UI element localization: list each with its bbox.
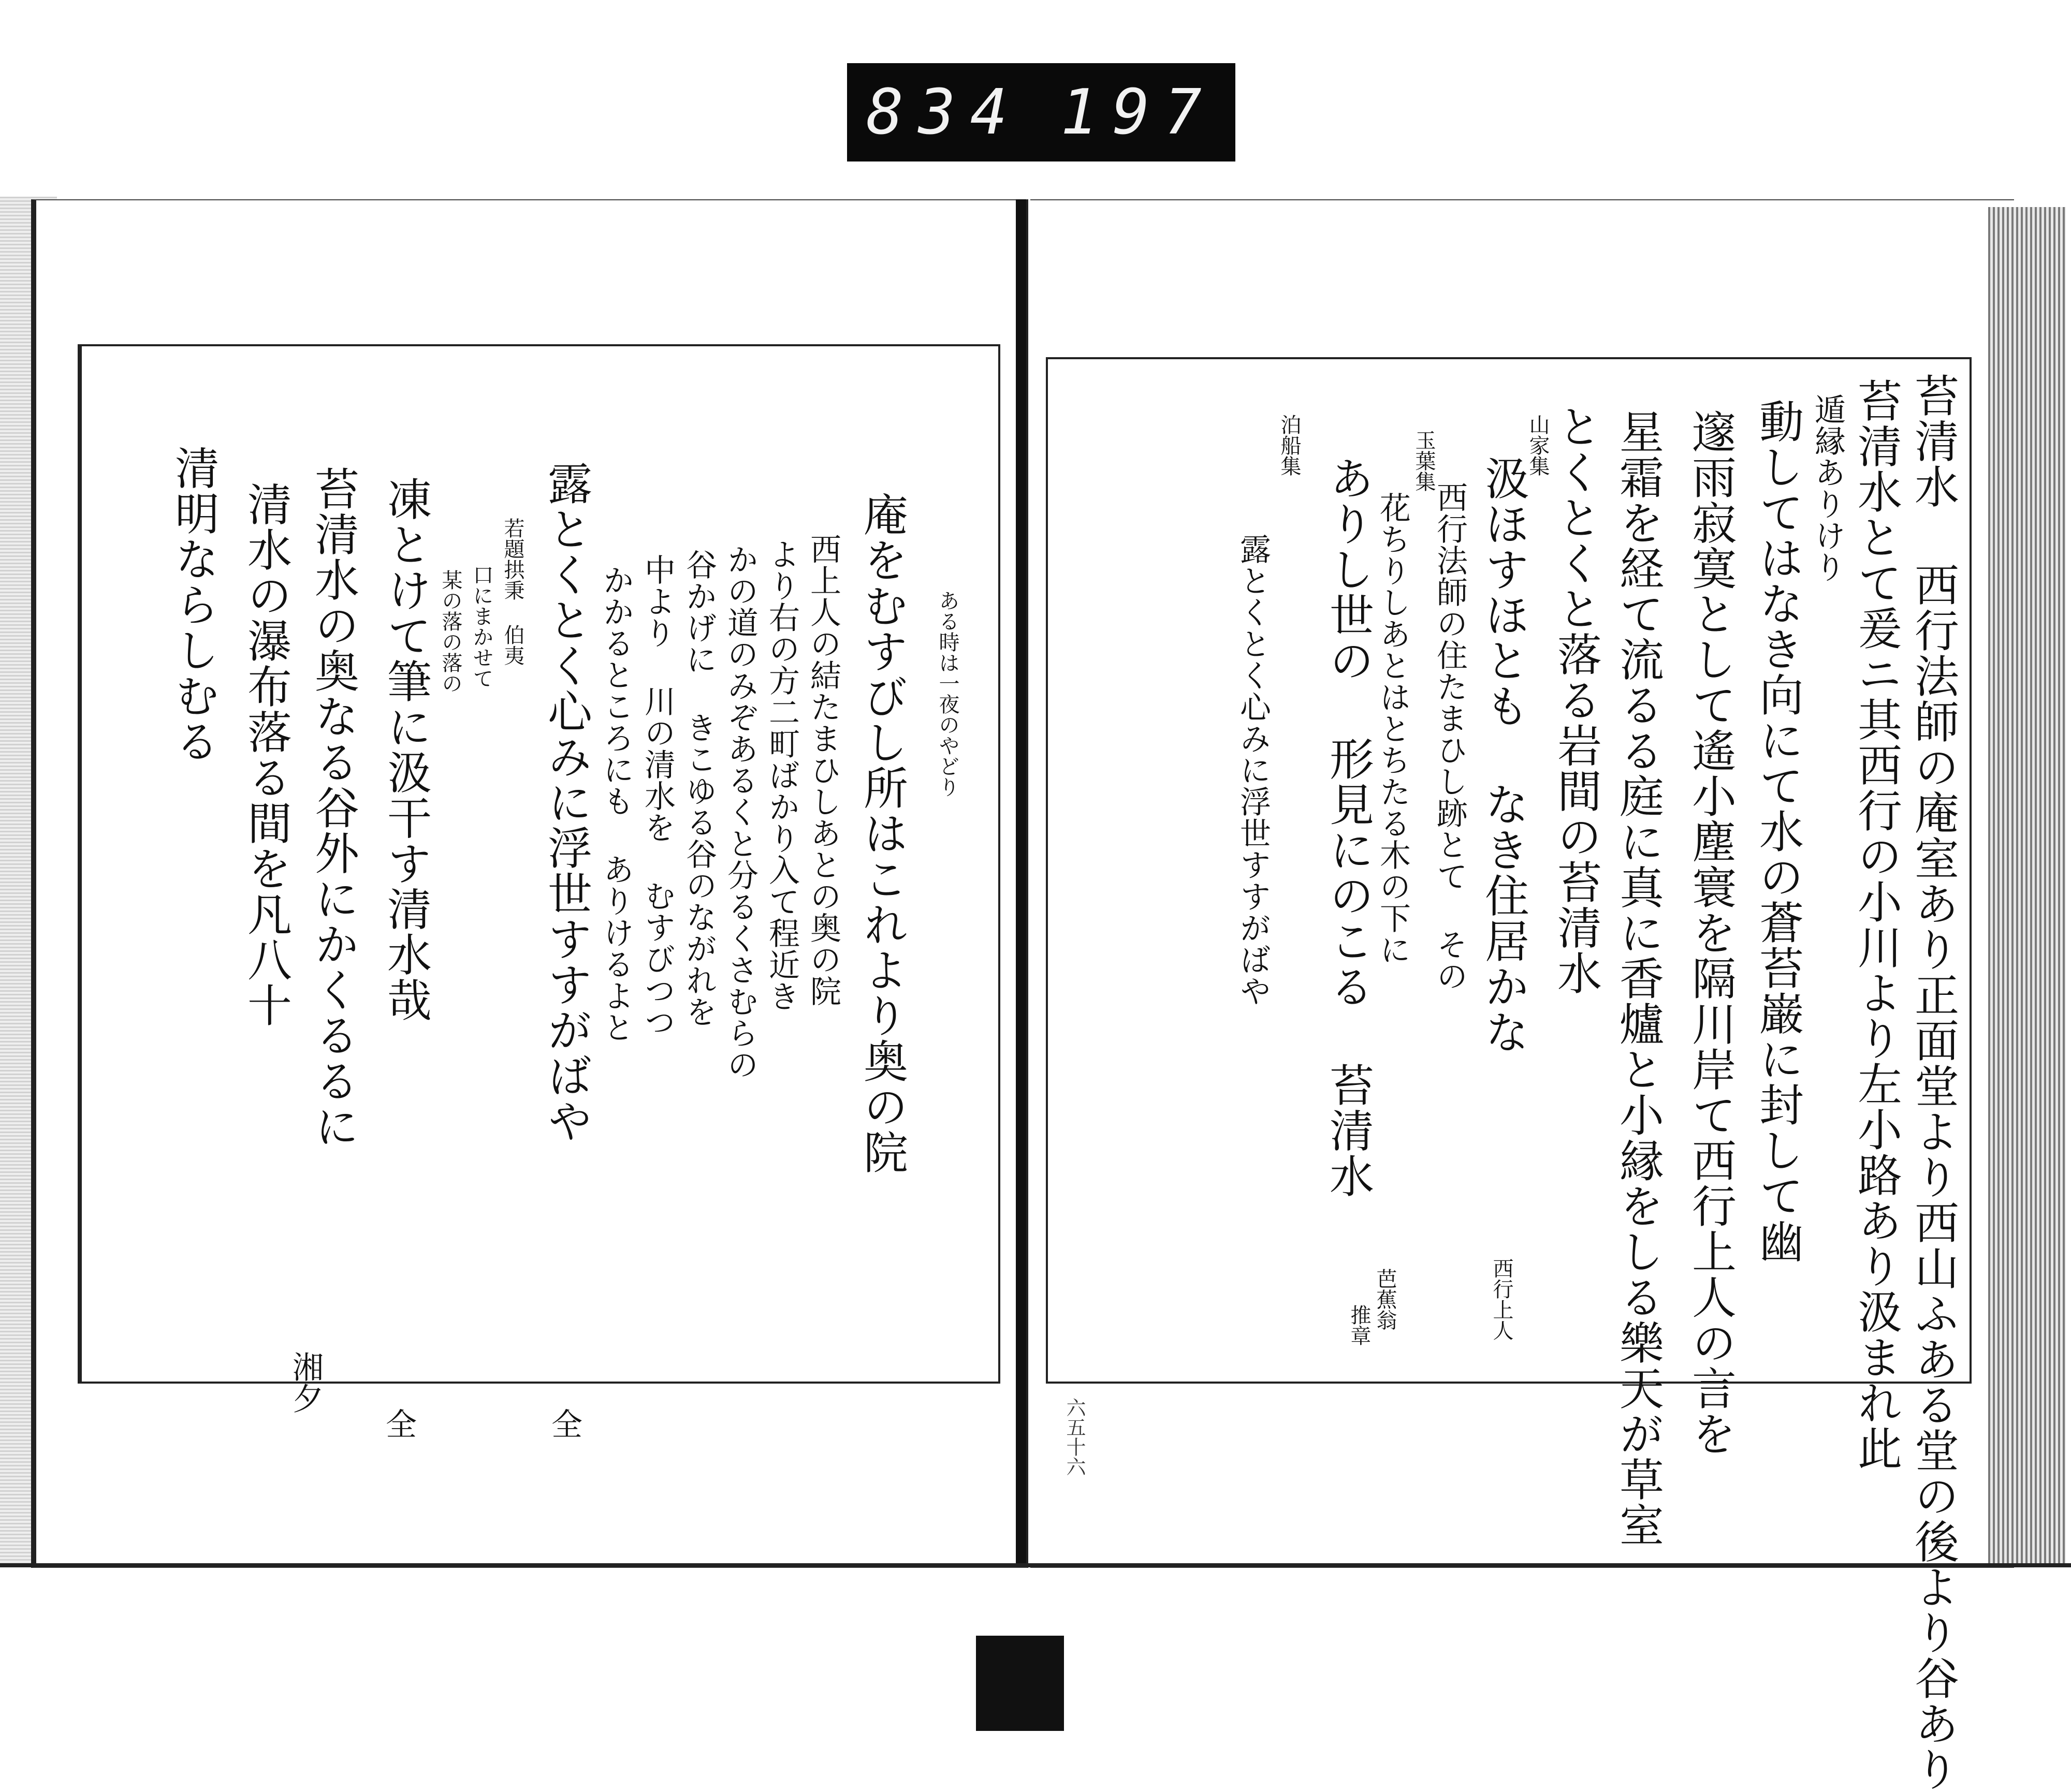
attribution-1: 西行上人 [1490,1258,1513,1341]
page-edges [1988,207,2066,1563]
left-side-note-3: 某の落の落の [439,569,462,694]
right-poem-1: 汲ほすほとも なき住居かな [1477,456,1529,1055]
binding-base [976,1636,1064,1731]
left-poem-3: 苔清水の奥なる谷外にかくるるに [307,466,359,1149]
catalog-number-right: 197 [1060,76,1216,149]
left-side-note-2: 口にまかせて [470,564,493,688]
left-poem-2-author: 全 [381,1408,417,1440]
folio-number: 六五十六 [1063,1398,1086,1476]
attribution-2: 芭蕉翁 [1373,1268,1397,1330]
poem-source-3: 泊船集 [1277,414,1301,476]
right-main-col-2: 苔清水とて爰ニ其西行の小川より左小路あり汲まれ此 [1850,378,1902,1471]
right-poem-3: 花ちりしあとはとちたる木の下に [1375,492,1411,965]
left-poem-3-author: 湘夕 [287,1351,324,1414]
left-main-col-6: 中より 川の清水を むすびつつ [639,554,676,1038]
right-main-col-6: 星霜を経て流るる庭に真に香爐と小縁をしる樂天が草室 [1612,409,1664,1548]
poem-source-1: 山家集 [1526,414,1550,476]
left-header: ある時は一夜のやどり [936,590,959,797]
left-main-col-4: かの道のみぞあるくと分るくさむらの [722,544,759,1080]
catalog-label [847,63,1235,161]
left-side-note-1: 若題拱秉 伯夷 [501,518,524,666]
left-main-col-2: 西上人の結たまひしあとの奥の院 [805,533,841,1007]
left-main-col-1: 庵をむすびし所はこれより奥の院 [856,492,908,1175]
left-main-col-7: かかるところにも ありけるよと [598,564,634,1043]
left-poem-1-author: 全 [546,1408,582,1440]
left-main-col-3: より右の方二町ばかり入て程近き [764,538,800,1012]
catalog-number-left: 834 [866,76,1022,149]
right-main-col-7: とくとくと落る岩間の苔清水 [1550,404,1601,996]
left-poem-4: 清水の瀑布落る間を凡八十 [240,481,291,1028]
right-poem-4: ありし世の 形見にのこる 苔清水 [1322,456,1374,1199]
book-binding [1016,199,1026,1566]
left-poem-2: 凍とけて筆に汲干す清水哉 [380,476,431,1023]
attribution-3: 推章 [1347,1304,1371,1346]
right-poem-5: 露とくとく心みに浮世すすがばや [1235,533,1271,1007]
right-main-col-5: 邃雨寂寞として遙小塵寰を隔川岸て西行上人の言を [1684,409,1736,1457]
right-main-col-3: 遁縁ありけり [1810,393,1846,583]
right-poem-2: 西行法師の住たまひし跡とて その [1432,481,1468,992]
right-main-col-4: 動してはなき向にて水の蒼苔巌に封して幽 [1752,399,1803,1264]
left-main-col-5: 谷かげに きこゆる谷のながれを [681,549,717,1027]
left-closing-col-1: 清明ならしむる [167,445,219,764]
bottom-rule [0,1563,2071,1567]
poem-source-2: 玉葉集 [1412,430,1436,492]
right-main-col-1: 苔清水 西行法師の庵室あり正面堂より西山ふある堂の後より谷あり [1907,373,1959,1792]
left-poem-1: 露とくとく心みに浮世すすがばや [540,461,592,1144]
